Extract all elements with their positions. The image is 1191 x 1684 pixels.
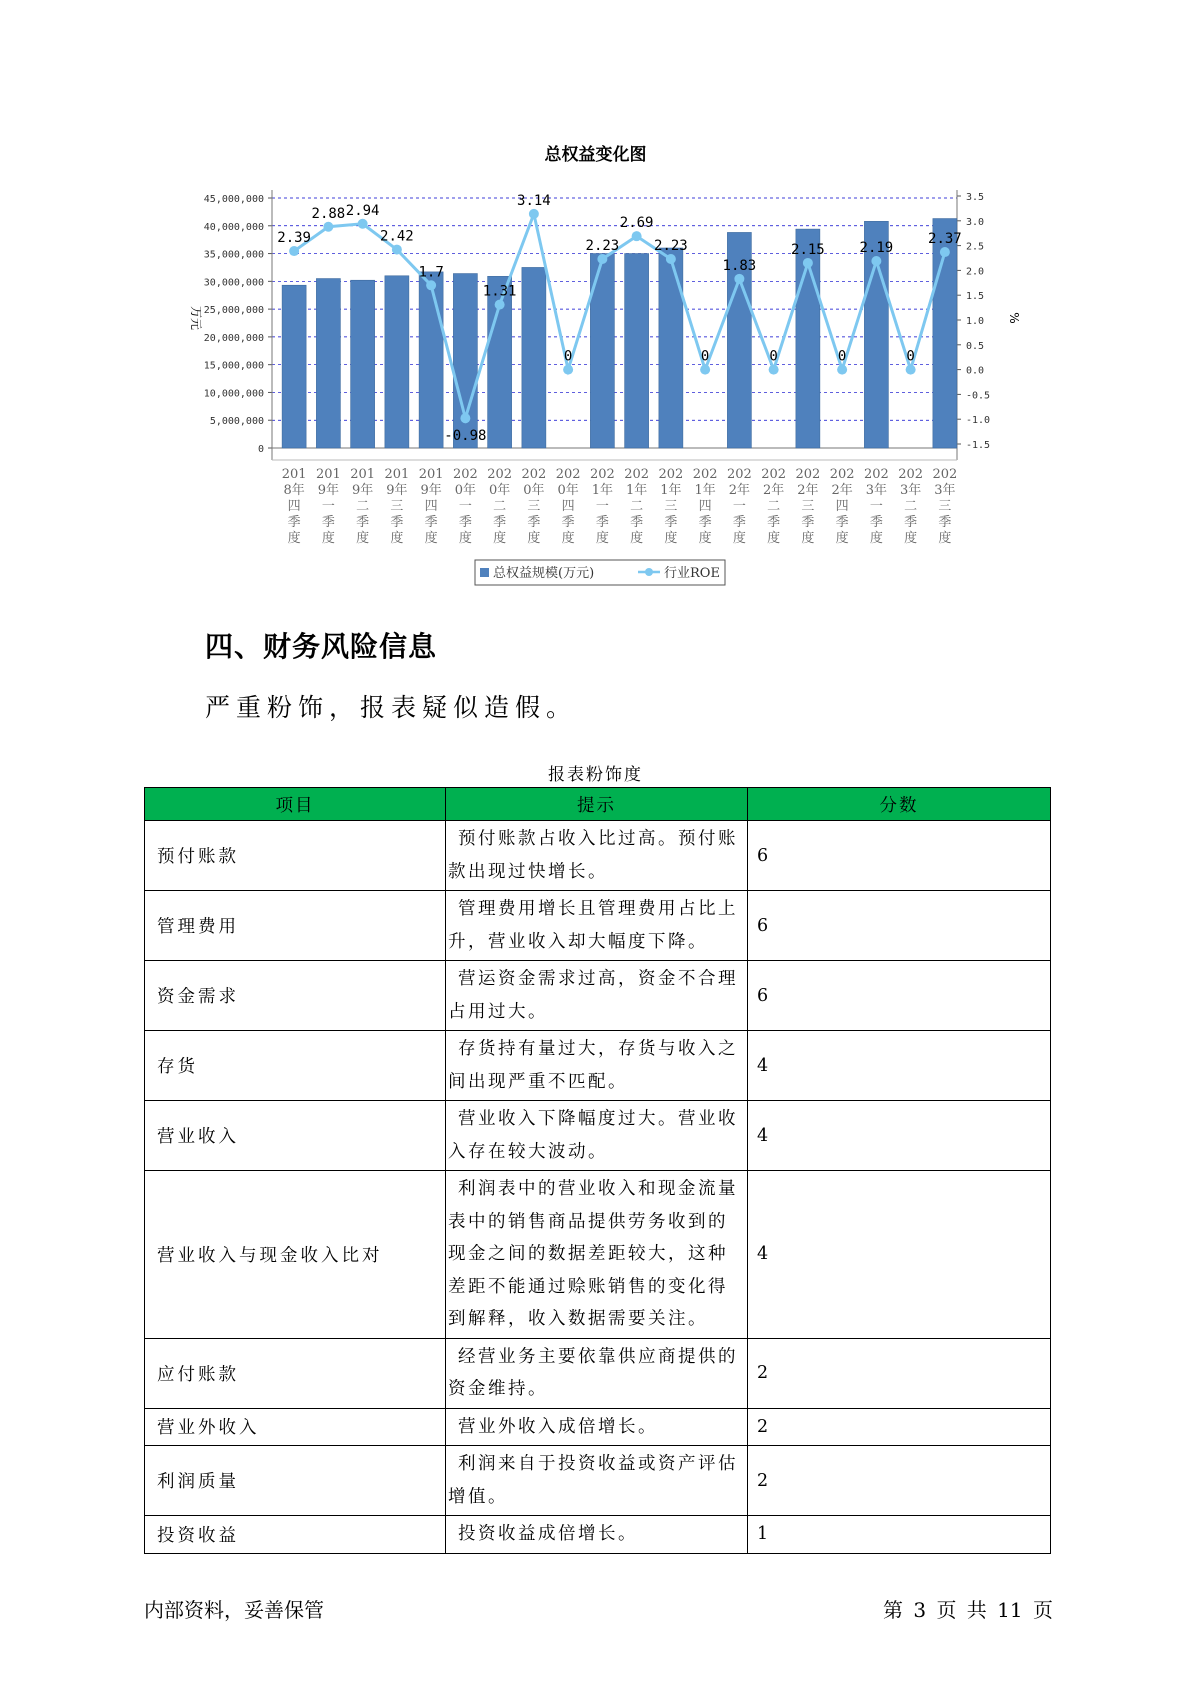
header-item: 项目 [145, 788, 446, 821]
roe-data-label: 0 [837, 348, 847, 365]
y-right-tick-label: -1.5 [966, 440, 991, 451]
row-hint: 管理费用增长且管理费用占比上升，营业收入却大幅度下降。 [446, 891, 748, 961]
table-row [145, 1171, 1051, 1339]
row-hint: 投资收益成倍增长。 [446, 1516, 748, 1554]
bar [419, 272, 443, 448]
table-caption: 报表粉饰度 [548, 765, 643, 785]
roe-data-label: 0 [563, 348, 573, 365]
y-right-tick-label: 2.5 [966, 241, 985, 253]
bar [625, 254, 649, 448]
row-item: 投资收益 [145, 1516, 446, 1554]
legend-line-marker [645, 568, 653, 576]
x-tick-label: 202 0年二季度 [487, 467, 513, 546]
chart-title: 总权益变化图 [544, 145, 647, 165]
roe-point [597, 254, 607, 264]
roe-point [289, 246, 299, 256]
bar [351, 280, 375, 448]
roe-point [495, 300, 505, 310]
row-score: 6 [748, 891, 1051, 961]
row-score: 1 [748, 1516, 1051, 1554]
x-tick-label: 202 1年四季度 [692, 467, 718, 546]
row-score: 6 [748, 961, 1051, 1031]
roe-point [803, 258, 813, 268]
y-left-tick-label: 25,000,000 [203, 305, 264, 317]
roe-data-label: 1.31 [482, 283, 517, 300]
table-row [145, 891, 1051, 961]
roe-data-label: 1.7 [418, 264, 444, 281]
bar [385, 276, 409, 448]
roe-point [871, 256, 881, 266]
roe-data-label: 2.69 [619, 215, 654, 232]
y-right-tick-label: -0.5 [966, 390, 991, 402]
row-hint: 经营业务主要依靠供应商提供的资金维持。 [446, 1338, 748, 1408]
y-right-tick-label: 1.5 [966, 291, 985, 303]
roe-data-label: 2.94 [345, 202, 380, 219]
row-item: 预付账款 [145, 821, 446, 891]
legend-line-label: 行业ROE [664, 566, 720, 581]
y-right-tick-label: 2.0 [966, 266, 985, 278]
table-row [145, 1338, 1051, 1408]
row-item: 营业收入 [145, 1101, 446, 1171]
roe-point [940, 247, 950, 257]
x-tick-label: 202 2年二季度 [761, 467, 787, 546]
row-hint: 利润来自于投资收益或资产评估增值。 [446, 1446, 748, 1516]
y-left-tick-label: 40,000,000 [203, 221, 264, 233]
x-tick-label: 202 1年三季度 [658, 467, 684, 546]
table-row [145, 1031, 1051, 1101]
roe-point [769, 365, 779, 375]
x-tick-label: 202 2年四季度 [829, 467, 855, 546]
roe-point [632, 231, 642, 241]
x-tick-label: 202 3年三季度 [932, 467, 958, 546]
y-right-tick-label: 0.0 [966, 365, 985, 377]
row-item: 营业外收入 [145, 1408, 446, 1446]
equity-change-chart [0, 0, 1191, 600]
header-hint: 提示 [446, 788, 748, 821]
roe-data-label: 2.23 [585, 237, 620, 254]
roe-point [426, 280, 436, 290]
roe-point [700, 365, 710, 375]
row-hint: 营业外收入成倍增长。 [446, 1408, 748, 1446]
x-tick-label: 202 3年一季度 [863, 467, 889, 546]
roe-data-label: 2.39 [277, 230, 311, 247]
table-row [145, 1516, 1051, 1554]
bar [522, 267, 546, 448]
roe-data-label: 2.42 [380, 228, 414, 245]
row-score: 4 [748, 1031, 1051, 1101]
legend-bar-label: 总权益规模(万元) [493, 566, 595, 581]
roe-data-label: 2.88 [311, 205, 346, 222]
footer-page-number: 第 3 页 共 11 页 [883, 1598, 1053, 1622]
y-left-tick-label: 5,000,000 [209, 416, 264, 428]
row-hint: 存货持有量过大，存货与收入之间出现严重不匹配。 [446, 1031, 748, 1101]
y-left-tick-label: 45,000,000 [203, 194, 264, 205]
roe-data-label: 0 [769, 348, 778, 365]
roe-point [563, 365, 573, 375]
table-row [145, 1101, 1051, 1171]
row-item: 资金需求 [145, 961, 446, 1031]
roe-data-label: 2.37 [928, 231, 962, 248]
y-right-tick-label: 3.0 [966, 216, 985, 228]
y-right-axis-title: % [1007, 312, 1021, 324]
y-left-axis-title: 万元 [189, 305, 203, 331]
roe-point [392, 245, 402, 255]
x-tick-label: 201 9年四季度 [418, 467, 444, 546]
y-left-tick-label: 35,000,000 [203, 249, 264, 261]
x-tick-label: 201 9年二季度 [350, 467, 376, 546]
table-row [145, 961, 1051, 1031]
y-right-tick-label: 0.5 [966, 340, 985, 352]
table-row [145, 1408, 1051, 1446]
roe-data-label: 2.19 [859, 239, 894, 256]
y-left-tick-label: 30,000,000 [203, 277, 264, 289]
y-left-tick-label: 10,000,000 [203, 388, 264, 400]
row-hint: 预付账款占收入比过高。预付账款出现过快增长。 [446, 821, 748, 891]
x-tick-label: 202 1年一季度 [589, 467, 615, 546]
roe-point [906, 365, 916, 375]
x-tick-label: 202 0年三季度 [521, 467, 547, 546]
x-tick-label: 202 0年四季度 [555, 467, 581, 546]
y-left-tick-label: 0 [257, 444, 264, 455]
y-right-tick-label: 3.5 [966, 192, 985, 203]
row-hint: 营业收入下降幅度过大。营业收入存在较大波动。 [446, 1101, 748, 1171]
row-item: 利润质量 [145, 1446, 446, 1516]
roe-point [323, 222, 333, 232]
y-left-tick-label: 15,000,000 [203, 360, 264, 372]
table-row [145, 821, 1051, 891]
y-right-tick-label: -1.0 [966, 415, 991, 427]
fraud-degree-table [144, 787, 1051, 1554]
x-tick-label: 201 8年四季度 [281, 467, 307, 546]
y-left-tick-label: 20,000,000 [203, 332, 264, 344]
row-score: 2 [748, 1408, 1051, 1446]
row-hint: 利润表中的营业收入和现金流量表中的销售商品提供劳务收到的现金之间的数据差距较大，这种差距不能通过赊账销售的变化得到解释，收入数据需要关注。 [446, 1171, 748, 1339]
roe-data-label: 3.14 [517, 192, 551, 209]
roe-point [734, 274, 744, 284]
row-score: 4 [748, 1101, 1051, 1171]
x-tick-label: 202 0年一季度 [452, 467, 478, 546]
x-tick-label: 201 9年一季度 [315, 467, 341, 546]
table-row [145, 1446, 1051, 1516]
header-score: 分数 [748, 788, 1051, 821]
bar [282, 285, 306, 448]
row-score: 2 [748, 1338, 1051, 1408]
roe-data-label: 1.83 [722, 257, 757, 274]
row-item: 应付账款 [145, 1338, 446, 1408]
section-heading: 四、财务风险信息 [205, 630, 438, 663]
row-score: 4 [748, 1171, 1051, 1339]
table-header-row [145, 788, 1051, 821]
roe-data-label: 0 [906, 348, 915, 365]
row-score: 2 [748, 1446, 1051, 1516]
x-tick-label: 201 9年三季度 [384, 467, 410, 546]
roe-data-label: -0.98 [444, 428, 487, 445]
roe-point [358, 219, 368, 229]
row-item: 管理费用 [145, 891, 446, 961]
row-score: 6 [748, 821, 1051, 891]
roe-data-label: 0 [700, 348, 710, 365]
row-hint: 营运资金需求过高，资金不合理占用过大。 [446, 961, 748, 1031]
bar [659, 248, 683, 448]
legend-bar-swatch [480, 568, 489, 577]
roe-point [529, 209, 539, 219]
roe-data-label: 2.23 [654, 237, 688, 254]
bar [316, 279, 340, 448]
x-tick-label: 202 2年三季度 [795, 467, 821, 546]
row-item: 存货 [145, 1031, 446, 1101]
roe-point [837, 365, 847, 375]
section-text: 严重粉饰，报表疑似造假。 [205, 693, 578, 722]
x-tick-label: 202 2年一季度 [726, 467, 752, 546]
row-item: 营业收入与现金收入比对 [145, 1171, 446, 1339]
x-tick-label: 202 3年二季度 [898, 467, 924, 546]
roe-data-label: 2.15 [791, 241, 825, 258]
roe-point [460, 413, 470, 423]
y-right-tick-label: 1.0 [966, 316, 985, 327]
roe-point [666, 254, 676, 264]
footer-confidential-note: 内部资料，妥善保管 [144, 1598, 324, 1622]
x-tick-label: 202 1年二季度 [624, 467, 650, 546]
